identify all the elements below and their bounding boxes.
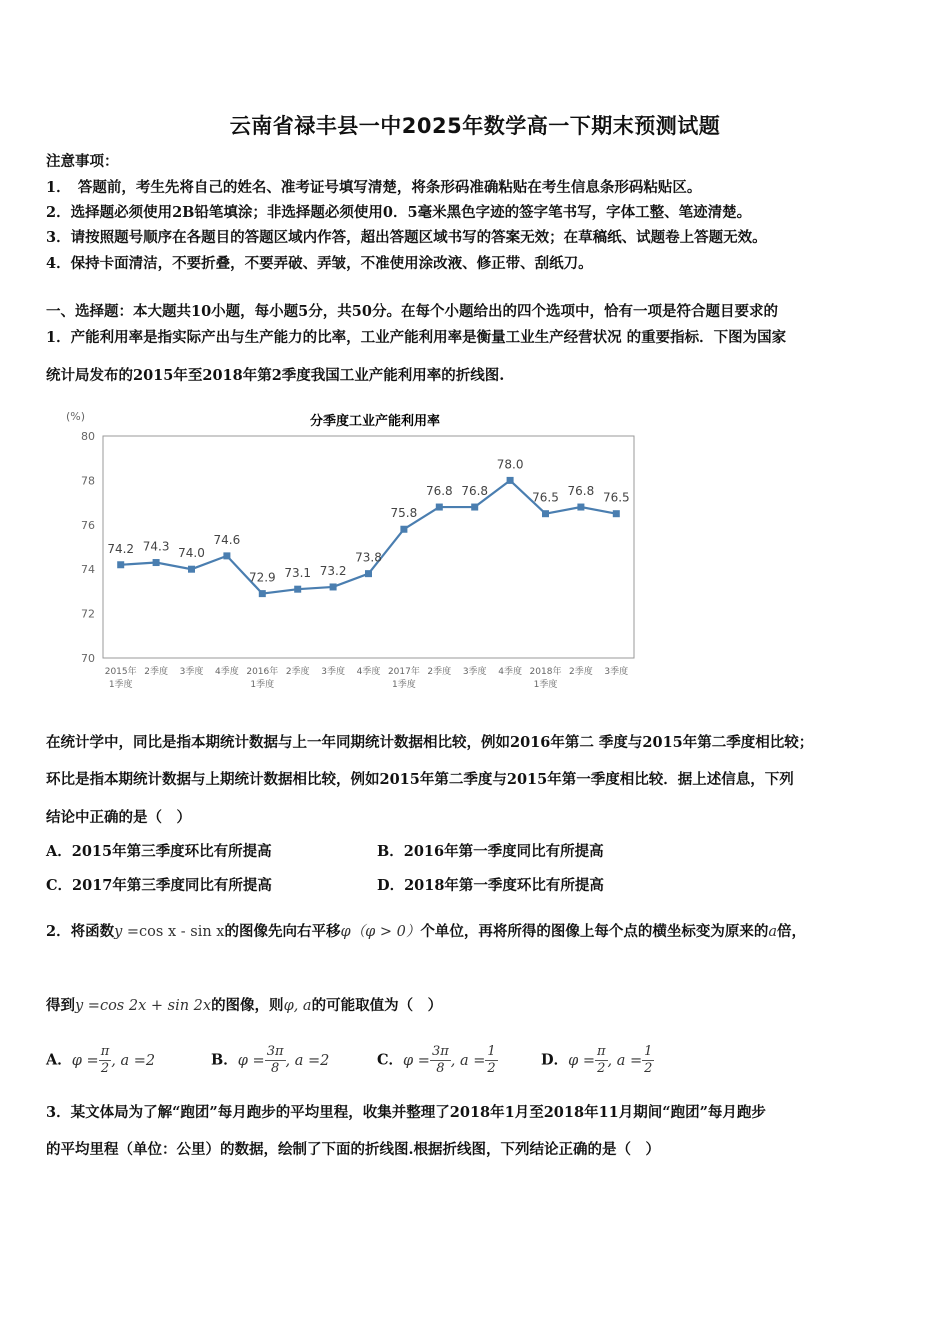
data-point — [259, 590, 266, 597]
q1-option-b[interactable]: B．2016年第一季度同比有所提高 — [377, 843, 604, 860]
q1-option-c[interactable]: C．2017年第三季度同比有所提高 — [46, 877, 272, 894]
x-tick-label: 4季度 — [215, 667, 239, 677]
phi-a: φ, a — [283, 998, 312, 1014]
q1-stem-line1: 1．产能利用率是指实际产出与生产能力的比率，工业产能利用率是衡量工业生产经营状况 的重要指标．下图为国家 — [46, 329, 787, 346]
data-point — [613, 510, 620, 517]
x-tick-label: 1季度 — [108, 680, 133, 690]
q1-para1: 在统计学中，同比是指本期统计数据与上一年同期统计数据相比较，例如2016年第二 季度与2015年第二季度相比较； — [46, 734, 814, 751]
x-tick-label: 1季度 — [533, 680, 558, 690]
data-label: 72.9 — [248, 570, 276, 585]
data-label: 74.3 — [142, 539, 170, 554]
phi-condition: φ（φ > 0） — [340, 924, 421, 940]
capacity-utilization-chart — [60, 400, 650, 700]
data-point — [577, 504, 584, 511]
q3-stem-line1: 3．某文体局为了解“跑团”每月跑步的平均里程，收集并整理了2018年1月至2018年11月期间“跑团”每月跑步 — [46, 1104, 766, 1121]
data-point — [542, 510, 549, 517]
q3-stem-line2: 的平均里程（单位：公里）的数据，绘制了下面的折线图.根据折线图，下列结论正确的是（ ） — [46, 1141, 661, 1158]
data-label: 76.5 — [602, 490, 630, 505]
q1-para3: 结论中正确的是（ ） — [46, 809, 191, 826]
note-item: 4．保持卡面清洁，不要折叠，不要弄破、弄皱，不准使用涂改液、修正带、刮纸刀。 — [46, 255, 593, 272]
q2-option-b[interactable]: B．φ = $\frac{3\pi}{8}$ , a =2 — [211, 1044, 330, 1076]
data-label: 73.2 — [319, 563, 347, 578]
var-a: a — [768, 924, 778, 940]
q1-stem-line2: 统计局发布的2015年至2018年第2季度我国工业产能利用率的折线图. — [46, 367, 505, 384]
x-tick-label: 2017年 — [387, 667, 420, 677]
data-point — [507, 477, 514, 484]
x-tick-label: 2016年 — [246, 667, 279, 677]
q2-stem-line1: 2．将函数y =cos x - sin x的图像先向右平移φ（φ > 0）个单位，再将所得的图像上每个点的横坐标变为原来的a倍， — [46, 923, 807, 940]
x-tick-label: 3季度 — [462, 667, 487, 677]
y-tick-label: 76 — [81, 518, 95, 532]
q2-stem-line2: 得到y =cos 2x + sin 2x的图像，则φ, a的可能取值为（ ） — [46, 997, 443, 1014]
data-point — [471, 504, 478, 511]
x-tick-label: 3季度 — [604, 667, 629, 677]
data-label: 74.2 — [107, 541, 135, 556]
q2-option-c[interactable]: C．φ = $\frac{3\pi}{8}$ , a = $\frac{1}{2}$ — [377, 1044, 496, 1076]
data-label: 76.5 — [532, 490, 559, 505]
data-label: 74.6 — [213, 532, 241, 547]
data-label: 76.8 — [567, 484, 595, 499]
formula-f2: y =cos 2x + sin 2x — [75, 998, 212, 1014]
q2-option-a[interactable]: A．φ = $\frac{\pi}{2}$ , a =2 — [46, 1044, 156, 1076]
chart-title: 分季度工业产能利用率 — [309, 414, 441, 429]
x-tick-label: 3季度 — [179, 667, 204, 677]
x-tick-label: 2季度 — [569, 667, 593, 677]
data-point — [330, 583, 337, 590]
data-label: 76.8 — [461, 484, 489, 499]
page-title: 云南省禄丰县一中2025年数学高一下期末预测试题 — [229, 114, 721, 138]
data-point — [436, 504, 443, 511]
y-axis-label: (%) — [66, 410, 86, 423]
note-item: 2．选择题必须使用2B铅笔填涂；非选择题必须使用0．5毫米黑色字迹的签字笔书写，字体工整、笔迹清楚。 — [46, 204, 752, 221]
notes-heading: 注意事项： — [46, 153, 119, 170]
x-tick-label: 1季度 — [392, 680, 416, 690]
x-tick-label: 3季度 — [321, 667, 345, 677]
x-tick-label: 1季度 — [250, 680, 275, 690]
x-tick-label: 2015年 — [104, 667, 137, 677]
data-point — [223, 552, 230, 559]
y-tick-label: 72 — [81, 607, 95, 621]
y-tick-label: 80 — [81, 430, 95, 443]
data-label: 73.8 — [355, 550, 382, 565]
data-label: 78.0 — [496, 457, 524, 472]
note-item: 1． 答题前，考生先将自己的姓名、准考证号填写清楚，将条形码准确粘贴在考生信息条形码粘贴区。 — [46, 179, 702, 196]
y-tick-label: 78 — [81, 474, 95, 488]
y-tick-label: 74 — [81, 563, 95, 577]
q1-option-d[interactable]: D．2018年第一季度环比有所提高 — [377, 877, 604, 894]
data-point — [188, 566, 195, 573]
data-label: 73.1 — [284, 566, 312, 581]
q2-option-d[interactable]: D．φ = $\frac{\pi}{2}$ , a = $\frac{1}{2}$ — [541, 1044, 653, 1076]
x-tick-label: 2季度 — [285, 667, 310, 677]
x-tick-label: 2季度 — [427, 667, 452, 677]
x-tick-label: 2季度 — [144, 667, 168, 677]
data-point — [294, 586, 301, 593]
data-point — [153, 559, 160, 566]
section-heading: 一、选择题：本大题共10小题，每小题5分，共50分。在每个小题给出的四个选项中，恰有一项是符合题目要求的 — [46, 303, 778, 320]
q1-option-a[interactable]: A．2015年第三季度环比有所提高 — [46, 843, 272, 860]
y-tick-label: 70 — [81, 652, 95, 665]
x-tick-label: 4季度 — [356, 667, 381, 677]
data-point — [400, 526, 407, 533]
q1-para2: 环比是指本期统计数据与上期统计数据相比较，例如2015年第二季度与2015年第一季度相比较．据上述信息，下列 — [46, 771, 794, 788]
data-point — [117, 561, 124, 568]
data-label: 74.0 — [178, 546, 205, 561]
data-point — [365, 570, 372, 577]
data-label: 75.8 — [390, 506, 418, 521]
data-label: 76.8 — [425, 484, 453, 499]
x-tick-label: 4季度 — [498, 667, 522, 677]
x-tick-label: 2018年 — [529, 667, 562, 677]
formula-f1: y =cos x - sin x — [114, 924, 225, 940]
note-item: 3．请按照题号顺序在各题目的答题区域内作答，超出答题区域书写的答案无效；在草稿纸、试题卷上答题无效。 — [46, 229, 767, 246]
